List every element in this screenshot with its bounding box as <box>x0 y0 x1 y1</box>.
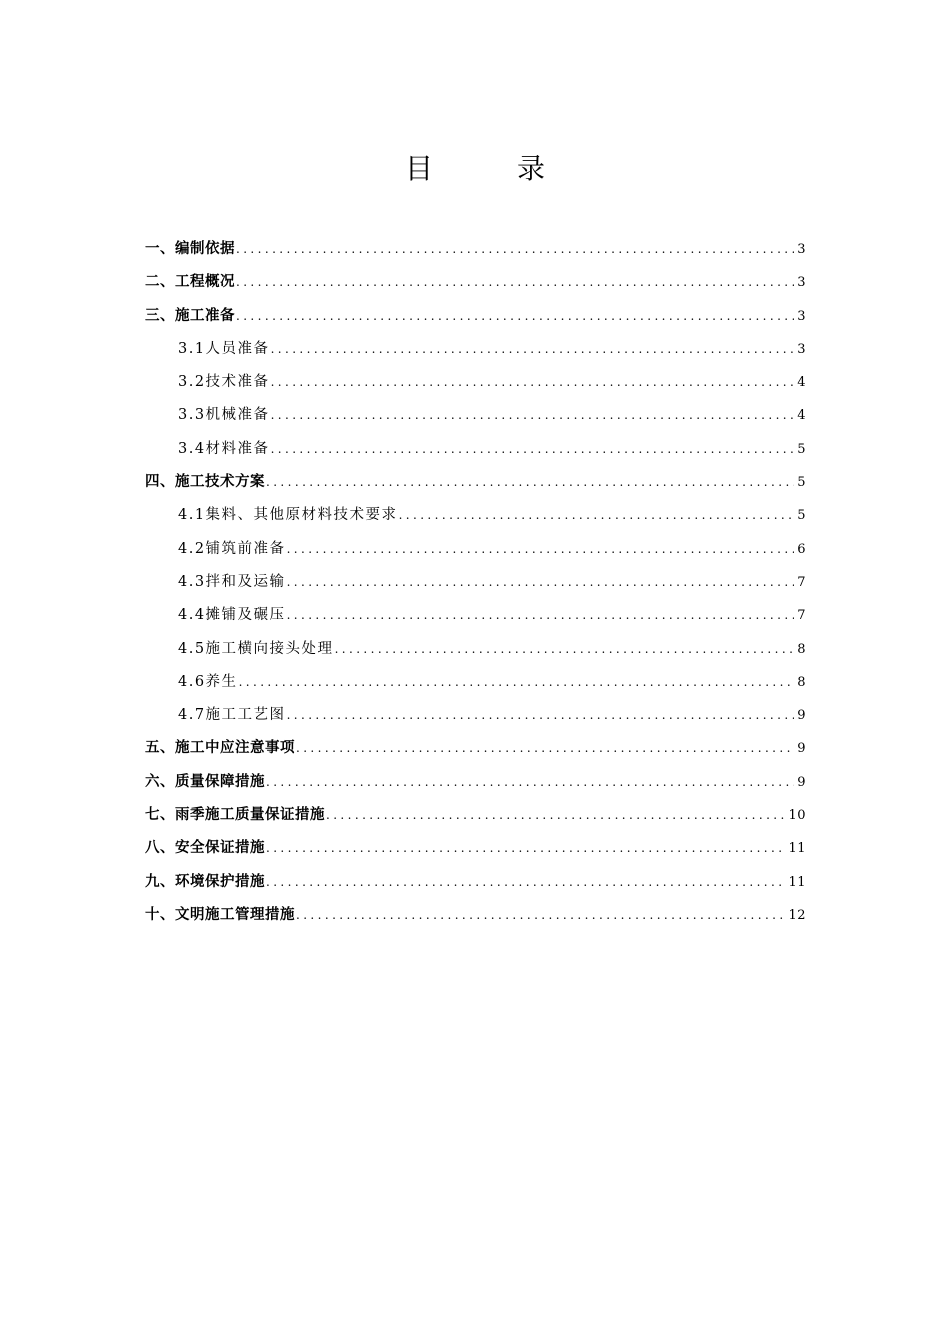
toc-entry[interactable] <box>145 270 806 303</box>
toc-entry-label: 三、施工准备 <box>145 306 235 324</box>
toc-entry-label: 八、安全保证措施 <box>145 839 265 857</box>
toc-dot-leader <box>266 875 785 889</box>
toc-entry-label: 五、施工中应注意事项 <box>145 739 295 757</box>
toc-page-number: 11 <box>788 841 806 857</box>
toc-page-number: 10 <box>788 808 806 824</box>
toc-dot-leader <box>271 408 795 422</box>
toc-entry[interactable] <box>145 237 806 270</box>
toc-entry[interactable] <box>145 703 806 736</box>
toc-dot-leader <box>236 309 794 323</box>
toc-page-number: 5 <box>797 508 806 524</box>
toc-entry-label: 一、编制依据 <box>145 240 235 257</box>
toc-entry[interactable] <box>145 803 806 836</box>
toc-dot-leader <box>399 508 795 522</box>
toc-entry-label: 3.3机械准备 <box>178 407 270 424</box>
toc-dot-leader <box>266 475 794 489</box>
toc-entry[interactable] <box>145 470 806 503</box>
toc-dot-leader <box>326 808 785 822</box>
toc-entry-label: 4.4摊铺及碾压 <box>178 607 286 624</box>
toc-page-number: 8 <box>797 674 806 690</box>
toc-entry-label: 四、施工技术方案 <box>145 473 265 491</box>
toc-page-number: 3 <box>797 341 806 357</box>
toc-entry-label: 3.4材料准备 <box>178 440 270 457</box>
toc-entry[interactable] <box>145 370 806 403</box>
toc-dot-leader <box>271 375 795 389</box>
toc-page-number: 9 <box>797 708 806 724</box>
toc-page-number: 11 <box>788 874 806 890</box>
toc-page-number: 3 <box>797 308 806 324</box>
toc-entry-label: 4.1集料、其他原材料技术要求 <box>178 507 398 524</box>
toc-page-number: 9 <box>797 774 806 790</box>
toc-entry-label: 九、环境保护措施 <box>145 872 265 890</box>
toc-entry[interactable] <box>145 537 806 570</box>
toc-entry-label: 六、质量保障措施 <box>145 772 265 790</box>
toc-dot-leader <box>287 708 795 722</box>
toc-page-number: 8 <box>797 641 806 657</box>
toc-page-number: 5 <box>797 475 806 491</box>
toc-entry[interactable] <box>145 870 806 903</box>
toc-entry-label: 4.2铺筑前准备 <box>178 540 286 557</box>
toc-page-number: 3 <box>797 242 806 257</box>
toc-page-number: 7 <box>797 574 806 590</box>
toc-page-number: 12 <box>788 907 806 923</box>
toc-entry[interactable] <box>145 637 806 670</box>
toc-entry[interactable] <box>145 736 806 769</box>
toc-entry-label: 4.7施工工艺图 <box>178 707 286 724</box>
toc-dot-leader <box>266 775 794 789</box>
toc-entry[interactable] <box>145 503 806 536</box>
toc-entry[interactable] <box>145 903 806 936</box>
toc-dot-leader <box>271 442 795 456</box>
toc-dot-leader <box>239 675 795 689</box>
toc-entry[interactable] <box>145 770 806 803</box>
toc-entry[interactable] <box>145 437 806 470</box>
toc-entry[interactable] <box>145 403 806 436</box>
table-of-contents <box>145 237 806 936</box>
toc-dot-leader <box>236 242 794 256</box>
toc-page-number: 7 <box>797 608 806 624</box>
toc-page-number: 4 <box>797 408 806 424</box>
toc-dot-leader <box>296 741 794 755</box>
toc-entry-label: 4.3拌和及运输 <box>178 573 286 590</box>
toc-entry-label: 4.5施工横向接头处理 <box>178 640 334 657</box>
toc-entry[interactable] <box>145 836 806 869</box>
toc-page-number: 9 <box>797 741 806 757</box>
toc-entry-label: 4.6养生 <box>178 673 238 690</box>
toc-entry-label: 3.2技术准备 <box>178 374 270 391</box>
toc-dot-leader <box>271 342 795 356</box>
toc-entry-label: 二、工程概况 <box>145 273 235 291</box>
toc-entry[interactable] <box>145 570 806 603</box>
toc-entry[interactable] <box>145 337 806 370</box>
toc-page-number: 4 <box>797 375 806 391</box>
toc-dot-leader <box>287 608 795 622</box>
toc-dot-leader <box>236 275 794 289</box>
toc-dot-leader <box>296 908 785 922</box>
toc-entry-label: 七、雨季施工质量保证措施 <box>145 806 325 824</box>
toc-dot-leader <box>266 841 785 855</box>
toc-entry-label: 十、文明施工管理措施 <box>145 905 295 923</box>
toc-dot-leader <box>287 542 795 556</box>
toc-page-number: 6 <box>797 541 806 557</box>
toc-entry[interactable] <box>145 670 806 703</box>
toc-page-number: 3 <box>797 275 806 291</box>
toc-entry[interactable] <box>145 603 806 636</box>
toc-dot-leader <box>287 575 795 589</box>
toc-entry-label: 3.1人员准备 <box>178 340 270 357</box>
page-title: 目 录 <box>404 151 573 185</box>
toc-dot-leader <box>335 642 795 656</box>
toc-page-number: 5 <box>797 441 806 457</box>
toc-entry[interactable] <box>145 304 806 337</box>
